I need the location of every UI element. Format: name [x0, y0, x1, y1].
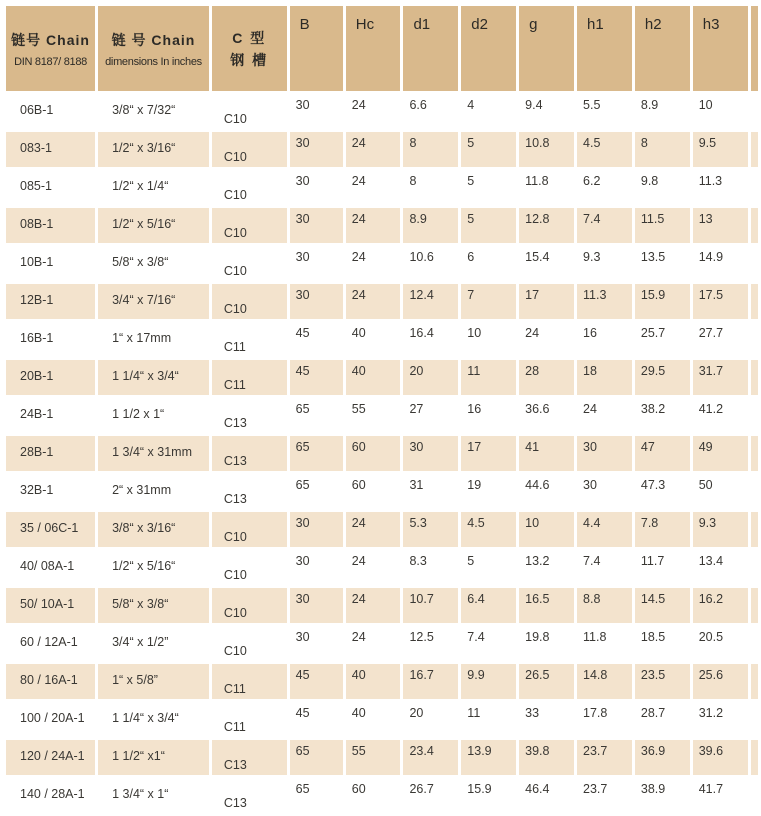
- cell-B: 30: [290, 512, 343, 547]
- cell-c-type: C13: [212, 740, 287, 775]
- cell-h3: 20.5: [693, 626, 748, 661]
- cell-chain-dimensions: 3/8“ x 7/32“: [98, 94, 209, 129]
- cell-h1: 18: [577, 360, 632, 395]
- cell-h3: 13.4: [693, 550, 748, 585]
- table-row: [6, 626, 758, 661]
- cell-overflow: [751, 94, 758, 129]
- cell-Hc: 24: [346, 512, 401, 547]
- cell-c-type: C13: [212, 398, 287, 433]
- cell-d1: 12.4: [403, 284, 458, 319]
- cell-chain-dimensions: 1 3/4“ x 31mm: [98, 436, 209, 471]
- cell-overflow: [751, 550, 758, 585]
- col-header-c-type-line2: 钢 槽: [230, 51, 269, 68]
- table-row: [6, 284, 758, 319]
- table-row: [6, 512, 758, 547]
- cell-chain-code: 10B-1: [6, 246, 95, 281]
- cell-h2: 38.2: [635, 398, 690, 433]
- cell-g: 10: [519, 512, 574, 547]
- cell-d2: 13.9: [461, 740, 516, 775]
- cell-g: 39.8: [519, 740, 574, 775]
- table-row: [6, 94, 758, 129]
- cell-chain-code: 28B-1: [6, 436, 95, 471]
- cell-h2: 8.9: [635, 94, 690, 129]
- cell-chain-code: 40/ 08A-1: [6, 550, 95, 585]
- cell-c-type: C13: [212, 436, 287, 471]
- cell-d2: 9.9: [461, 664, 516, 699]
- col-header-chain-code-standard: DIN 8187/ 8188: [14, 55, 87, 68]
- cell-Hc: 55: [346, 740, 401, 775]
- cell-overflow: [751, 360, 758, 395]
- cell-B: 45: [290, 702, 343, 737]
- cell-h1: 11.8: [577, 626, 632, 661]
- cell-c-type: C11: [212, 664, 287, 699]
- cell-h3: 17.5: [693, 284, 748, 319]
- cell-chain-code: 100 / 20A-1: [6, 702, 95, 737]
- cell-chain-code: 16B-1: [6, 322, 95, 357]
- cell-d2: 17: [461, 436, 516, 471]
- cell-B: 65: [290, 436, 343, 471]
- cell-chain-code: 08B-1: [6, 208, 95, 243]
- table-row: [6, 664, 758, 699]
- cell-d1: 10.6: [403, 246, 458, 281]
- cell-g: 11.8: [519, 170, 574, 205]
- cell-g: 10.8: [519, 132, 574, 167]
- cell-chain-dimensions: 5/8“ x 3/8“: [98, 246, 209, 281]
- cell-c-type: C11: [212, 322, 287, 357]
- cell-h3: 9.3: [693, 512, 748, 547]
- cell-g: 33: [519, 702, 574, 737]
- cell-h3: 14.9: [693, 246, 748, 281]
- cell-d2: 5: [461, 170, 516, 205]
- cell-h1: 7.4: [577, 550, 632, 585]
- cell-overflow: [751, 284, 758, 319]
- table-row: [6, 702, 758, 737]
- cell-overflow: [751, 246, 758, 281]
- col-header-h1: h1: [577, 6, 632, 91]
- cell-B: 65: [290, 398, 343, 433]
- cell-h1: 23.7: [577, 740, 632, 775]
- cell-chain-code: 35 / 06C-1: [6, 512, 95, 547]
- cell-d2: 4.5: [461, 512, 516, 547]
- table-row: [6, 474, 758, 509]
- cell-Hc: 40: [346, 360, 401, 395]
- cell-chain-dimensions: 5/8“ x 3/8“: [98, 588, 209, 623]
- cell-Hc: 24: [346, 246, 401, 281]
- cell-g: 16.5: [519, 588, 574, 623]
- cell-chain-dimensions: 3/8“ x 3/16“: [98, 512, 209, 547]
- cell-h3: 16.2: [693, 588, 748, 623]
- cell-d2: 11: [461, 702, 516, 737]
- cell-h2: 28.7: [635, 702, 690, 737]
- table-row: [6, 436, 758, 471]
- cell-chain-code: 085-1: [6, 170, 95, 205]
- cell-h1: 7.4: [577, 208, 632, 243]
- cell-d2: 5: [461, 132, 516, 167]
- cell-Hc: 24: [346, 550, 401, 585]
- cell-h2: 7.8: [635, 512, 690, 547]
- cell-h3: 10: [693, 94, 748, 129]
- table-row: [6, 360, 758, 395]
- cell-h2: 15.9: [635, 284, 690, 319]
- cell-chain-code: 20B-1: [6, 360, 95, 395]
- cell-h1: 23.7: [577, 778, 632, 813]
- cell-h2: 47.3: [635, 474, 690, 509]
- header-row: [6, 6, 758, 91]
- cell-d1: 6.6: [403, 94, 458, 129]
- cell-c-type: C10: [212, 208, 287, 243]
- cell-g: 12.8: [519, 208, 574, 243]
- cell-chain-code: 24B-1: [6, 398, 95, 433]
- cell-h1: 6.2: [577, 170, 632, 205]
- cell-h3: 39.6: [693, 740, 748, 775]
- table-row: [6, 398, 758, 433]
- cell-B: 65: [290, 778, 343, 813]
- cell-h2: 25.7: [635, 322, 690, 357]
- cell-c-type: C10: [212, 246, 287, 281]
- cell-d1: 8.9: [403, 208, 458, 243]
- cell-h1: 30: [577, 474, 632, 509]
- cell-overflow: [751, 132, 758, 167]
- cell-g: 44.6: [519, 474, 574, 509]
- col-header-chain-code: [6, 6, 95, 91]
- cell-h2: 23.5: [635, 664, 690, 699]
- cell-B: 30: [290, 208, 343, 243]
- cell-g: 24: [519, 322, 574, 357]
- cell-overflow: [751, 474, 758, 509]
- cell-B: 45: [290, 322, 343, 357]
- chain-spec-table: [3, 3, 761, 816]
- cell-d2: 5: [461, 550, 516, 585]
- cell-h3: 13: [693, 208, 748, 243]
- cell-chain-dimensions: 3/4“ x 7/16“: [98, 284, 209, 319]
- cell-chain-code: 140 / 28A-1: [6, 778, 95, 813]
- cell-h2: 8: [635, 132, 690, 167]
- cell-g: 17: [519, 284, 574, 319]
- cell-chain-dimensions: 1 3/4“ x 1“: [98, 778, 209, 813]
- cell-d1: 5.3: [403, 512, 458, 547]
- cell-B: 30: [290, 284, 343, 319]
- cell-d1: 30: [403, 436, 458, 471]
- cell-overflow: [751, 740, 758, 775]
- cell-chain-dimensions: 1 1/4“ x 3/4“: [98, 360, 209, 395]
- cell-chain-code: 06B-1: [6, 94, 95, 129]
- cell-d1: 20: [403, 360, 458, 395]
- cell-d2: 6: [461, 246, 516, 281]
- col-header-chain-dimensions-label: 链 号 Chain: [111, 31, 196, 48]
- cell-g: 19.8: [519, 626, 574, 661]
- cell-g: 41: [519, 436, 574, 471]
- cell-overflow: [751, 170, 758, 205]
- cell-h3: 25.6: [693, 664, 748, 699]
- cell-h1: 30: [577, 436, 632, 471]
- cell-Hc: 55: [346, 398, 401, 433]
- cell-Hc: 24: [346, 284, 401, 319]
- cell-Hc: 40: [346, 664, 401, 699]
- cell-d1: 8.3: [403, 550, 458, 585]
- cell-B: 30: [290, 132, 343, 167]
- table-row: [6, 322, 758, 357]
- cell-B: 30: [290, 626, 343, 661]
- cell-c-type: C10: [212, 588, 287, 623]
- cell-chain-code: 32B-1: [6, 474, 95, 509]
- table-row: [6, 246, 758, 281]
- cell-chain-code: 120 / 24A-1: [6, 740, 95, 775]
- cell-d2: 5: [461, 208, 516, 243]
- cell-c-type: C10: [212, 512, 287, 547]
- table-row: [6, 740, 758, 775]
- cell-d2: 7.4: [461, 626, 516, 661]
- cell-overflow: [751, 778, 758, 813]
- cell-Hc: 60: [346, 436, 401, 471]
- cell-d1: 20: [403, 702, 458, 737]
- cell-h1: 8.8: [577, 588, 632, 623]
- cell-chain-code: 083-1: [6, 132, 95, 167]
- col-header-c-type-channel: [212, 6, 287, 91]
- cell-d2: 19: [461, 474, 516, 509]
- cell-d1: 23.4: [403, 740, 458, 775]
- cell-d1: 10.7: [403, 588, 458, 623]
- cell-B: 65: [290, 474, 343, 509]
- cell-chain-code: 80 / 16A-1: [6, 664, 95, 699]
- cell-chain-dimensions: 1“ x 17mm: [98, 322, 209, 357]
- col-header-chain-dimensions: [98, 6, 209, 91]
- cell-h2: 18.5: [635, 626, 690, 661]
- cell-c-type: C10: [212, 626, 287, 661]
- cell-B: 30: [290, 550, 343, 585]
- table-row: [6, 550, 758, 585]
- cell-d1: 12.5: [403, 626, 458, 661]
- cell-Hc: 40: [346, 322, 401, 357]
- col-header-chain-dimensions-unit: dimensions In inches: [105, 55, 202, 68]
- cell-B: 65: [290, 740, 343, 775]
- cell-h2: 38.9: [635, 778, 690, 813]
- cell-overflow: [751, 436, 758, 471]
- cell-overflow: [751, 702, 758, 737]
- cell-chain-code: 12B-1: [6, 284, 95, 319]
- cell-B: 30: [290, 94, 343, 129]
- cell-c-type: C10: [212, 550, 287, 585]
- cell-h3: 49: [693, 436, 748, 471]
- cell-h2: 36.9: [635, 740, 690, 775]
- cell-d2: 10: [461, 322, 516, 357]
- cell-h1: 14.8: [577, 664, 632, 699]
- table-row: [6, 778, 758, 813]
- cell-g: 9.4: [519, 94, 574, 129]
- cell-overflow: [751, 512, 758, 547]
- cell-overflow: [751, 322, 758, 357]
- col-header-Hc: Hc: [346, 6, 401, 91]
- cell-h2: 13.5: [635, 246, 690, 281]
- cell-overflow: [751, 588, 758, 623]
- cell-d1: 27: [403, 398, 458, 433]
- cell-g: 46.4: [519, 778, 574, 813]
- cell-h3: 9.5: [693, 132, 748, 167]
- cell-c-type: C10: [212, 170, 287, 205]
- cell-h2: 9.8: [635, 170, 690, 205]
- cell-d1: 8: [403, 132, 458, 167]
- cell-h1: 4.5: [577, 132, 632, 167]
- cell-chain-dimensions: 1“ x 5/8”: [98, 664, 209, 699]
- cell-chain-dimensions: 1/2“ x 5/16“: [98, 550, 209, 585]
- cell-Hc: 24: [346, 132, 401, 167]
- col-header-overflow: [751, 6, 758, 91]
- cell-Hc: 24: [346, 170, 401, 205]
- col-header-B: B: [290, 6, 343, 91]
- cell-chain-code: 50/ 10A-1: [6, 588, 95, 623]
- cell-B: 45: [290, 664, 343, 699]
- cell-c-type: C10: [212, 94, 287, 129]
- col-header-h3: h3: [693, 6, 748, 91]
- cell-d1: 8: [403, 170, 458, 205]
- cell-d1: 16.4: [403, 322, 458, 357]
- cell-overflow: [751, 664, 758, 699]
- cell-Hc: 60: [346, 474, 401, 509]
- cell-d1: 16.7: [403, 664, 458, 699]
- cell-d2: 4: [461, 94, 516, 129]
- col-header-c-type-line1: C 型: [232, 29, 267, 46]
- cell-g: 28: [519, 360, 574, 395]
- table-body: [6, 94, 758, 813]
- cell-h3: 31.7: [693, 360, 748, 395]
- cell-c-type: C10: [212, 284, 287, 319]
- cell-h3: 50: [693, 474, 748, 509]
- table-row: [6, 208, 758, 243]
- cell-c-type: C11: [212, 360, 287, 395]
- cell-h3: 11.3: [693, 170, 748, 205]
- cell-d2: 16: [461, 398, 516, 433]
- cell-Hc: 40: [346, 702, 401, 737]
- cell-overflow: [751, 626, 758, 661]
- cell-h1: 5.5: [577, 94, 632, 129]
- col-header-chain-code-label: 链号 Chain: [11, 31, 90, 48]
- cell-c-type: C13: [212, 474, 287, 509]
- cell-g: 15.4: [519, 246, 574, 281]
- cell-Hc: 24: [346, 94, 401, 129]
- col-header-d1: d1: [403, 6, 458, 91]
- cell-chain-dimensions: 1/2“ x 1/4“: [98, 170, 209, 205]
- cell-Hc: 24: [346, 626, 401, 661]
- col-header-d2: d2: [461, 6, 516, 91]
- cell-B: 30: [290, 588, 343, 623]
- cell-B: 30: [290, 246, 343, 281]
- cell-chain-code: 60 / 12A-1: [6, 626, 95, 661]
- cell-h2: 47: [635, 436, 690, 471]
- cell-c-type: C13: [212, 778, 287, 813]
- cell-d2: 6.4: [461, 588, 516, 623]
- cell-g: 13.2: [519, 550, 574, 585]
- cell-B: 45: [290, 360, 343, 395]
- cell-h1: 9.3: [577, 246, 632, 281]
- cell-h1: 24: [577, 398, 632, 433]
- cell-overflow: [751, 208, 758, 243]
- cell-g: 26.5: [519, 664, 574, 699]
- cell-B: 30: [290, 170, 343, 205]
- cell-h1: 16: [577, 322, 632, 357]
- cell-c-type: C10: [212, 132, 287, 167]
- cell-d2: 15.9: [461, 778, 516, 813]
- col-header-g: g: [519, 6, 574, 91]
- cell-h3: 27.7: [693, 322, 748, 357]
- cell-h3: 31.2: [693, 702, 748, 737]
- cell-h1: 4.4: [577, 512, 632, 547]
- cell-h3: 41.7: [693, 778, 748, 813]
- cell-chain-dimensions: 1 1/4“ x 3/4“: [98, 702, 209, 737]
- cell-d1: 31: [403, 474, 458, 509]
- cell-chain-dimensions: 1/2“ x 5/16“: [98, 208, 209, 243]
- cell-Hc: 24: [346, 588, 401, 623]
- cell-d2: 11: [461, 360, 516, 395]
- cell-h2: 11.7: [635, 550, 690, 585]
- cell-chain-dimensions: 1 1/2 x 1“: [98, 398, 209, 433]
- cell-c-type: C11: [212, 702, 287, 737]
- cell-chain-dimensions: 1 1/2“ x1“: [98, 740, 209, 775]
- cell-h2: 29.5: [635, 360, 690, 395]
- cell-h1: 17.8: [577, 702, 632, 737]
- col-header-h2: h2: [635, 6, 690, 91]
- table-row: [6, 170, 758, 205]
- cell-h2: 14.5: [635, 588, 690, 623]
- cell-overflow: [751, 398, 758, 433]
- cell-chain-dimensions: 2“ x 31mm: [98, 474, 209, 509]
- cell-Hc: 24: [346, 208, 401, 243]
- table-row: [6, 588, 758, 623]
- cell-h3: 41.2: [693, 398, 748, 433]
- cell-chain-dimensions: 1/2“ x 3/16“: [98, 132, 209, 167]
- cell-d2: 7: [461, 284, 516, 319]
- cell-chain-dimensions: 3/4“ x 1/2”: [98, 626, 209, 661]
- cell-d1: 26.7: [403, 778, 458, 813]
- table-row: [6, 132, 758, 167]
- cell-h1: 11.3: [577, 284, 632, 319]
- cell-g: 36.6: [519, 398, 574, 433]
- cell-Hc: 60: [346, 778, 401, 813]
- cell-h2: 11.5: [635, 208, 690, 243]
